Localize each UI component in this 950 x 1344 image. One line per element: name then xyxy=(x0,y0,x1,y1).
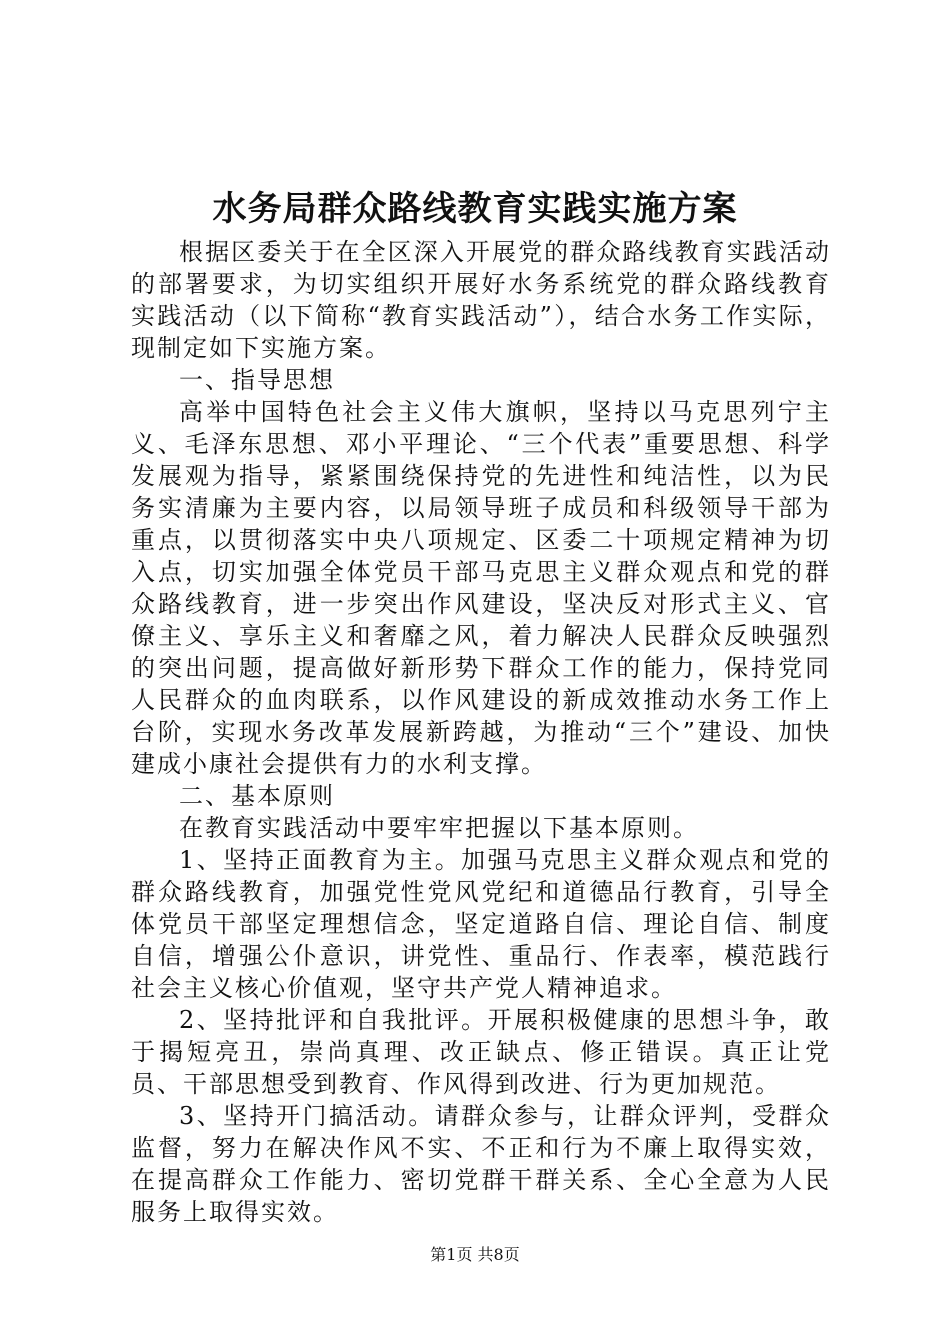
principle-2-paragraph: 2、坚持批评和自我批评。开展积极健康的思想斗争，敢于揭短亮丑，崇尚真理、改正缺点、修正错误。真正让党员、干部思想受到教育、作风得到改进、行为更加规范。 xyxy=(131,1006,831,1098)
document-title: 水务局群众路线教育实践实施方案 xyxy=(212,189,738,229)
principle-1-paragraph: 1、坚持正面教育为主。加强马克思主义群众观点和党的群众路线教育，加强党性党风党纪和道德品行教育，引导全体党员干部坚定理想信念，坚定道路自信、理论自信、制度自信，增强公仆意识，讲党性、重品行、作表率，模范践行社会主义核心价值观，坚守共产党人精神追求。 xyxy=(131,846,831,1002)
guiding-ideology-paragraph: 高举中国特色社会主义伟大旗帜，坚持以马克思列宁主义、毛泽东思想、邓小平理论、“三个代表”重要思想、科学发展观为指导，紧紧围绕保持党的先进性和纯洁性，以为民务实清廉为主要内容，以局领导班子成员和科级领导干部为重点，以贯彻落实中央八项规定、区委二十项规定精神为切入点，切实加强全体党员干部马克思主义群众观点和党的群众路线教育，进一步突出作风建设，坚决反对形式主义、官僚主义、享乐主义和奢靡之风，着力解决人民群众反映强烈的突出问题，提高做好新形势下群众工作的能力，保持党同人民群众的血肉联系，以作风建设的新成效推动水务工作上台阶，实现水务改革发展新跨越，为推动“三个”建设、加快建成小康社会提供有力的水利支撑。 xyxy=(131,398,831,778)
principles-intro-paragraph: 在教育实践活动中要牢牢把握以下基本原则。 xyxy=(179,814,699,842)
page-footer: 第1页 共8页 xyxy=(430,1245,520,1264)
intro-paragraph: 根据区委关于在全区深入开展党的群众路线教育实践活动的部署要求，为切实组织开展好水务系统党的群众路线教育实践活动（以下简称“教育实践活动”），结合水务工作实际，现制定如下实施方案。 xyxy=(131,238,831,362)
section-heading-basic-principles: 二、基本原则 xyxy=(179,782,335,810)
section-heading-guiding-ideology: 一、指导思想 xyxy=(179,366,335,394)
document-body xyxy=(131,236,831,1228)
principle-3-paragraph: 3、坚持开门搞活动。请群众参与，让群众评判，受群众监督，努力在解决作风不实、不正和行为不廉上取得实效，在提高群众工作能力、密切党群干群关系、全心全意为人民服务上取得实效。 xyxy=(131,1102,831,1226)
